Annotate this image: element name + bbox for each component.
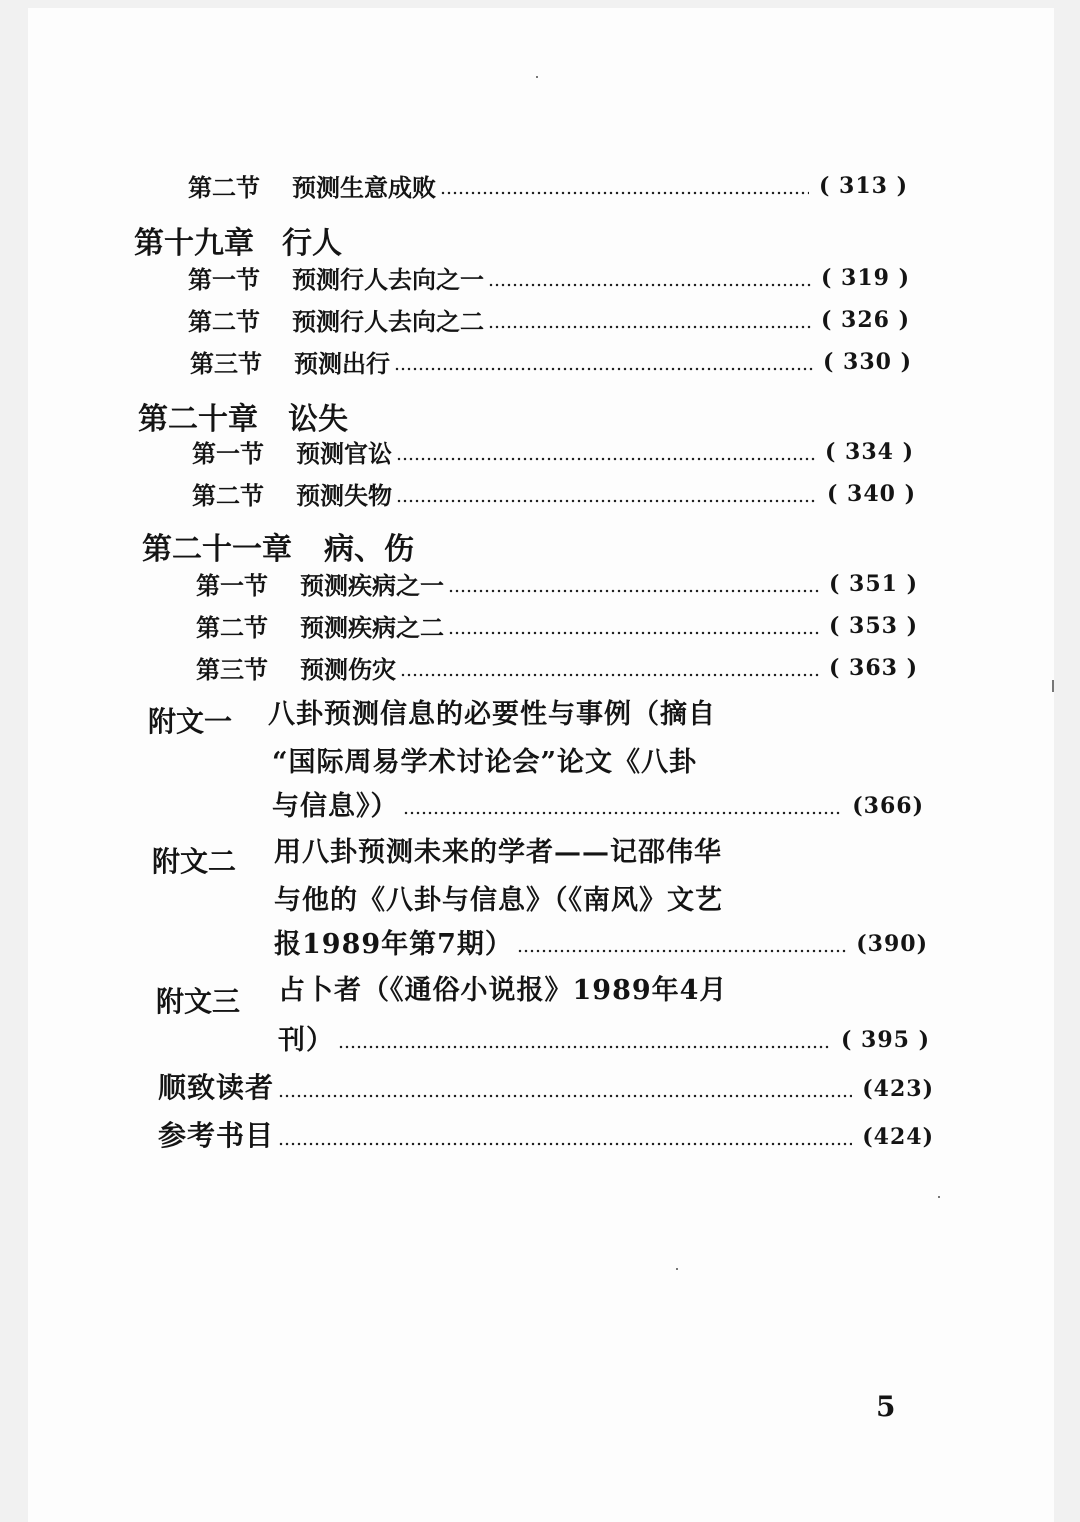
page-ref: ( 330 ): [822, 349, 912, 375]
section-title: 预测生意成败: [292, 173, 436, 202]
page-ref: (423): [862, 1076, 934, 1102]
leader-dots: [338, 1045, 831, 1049]
appendix-title-line: 占卜者（《通俗小说报》1989年4月: [278, 975, 728, 1006]
chapter-number: 第二十一章: [142, 532, 292, 567]
leader-dots: [400, 673, 819, 677]
leader-dots: [517, 949, 846, 953]
section-title: 预测官讼: [296, 439, 392, 468]
chapter-heading: [138, 394, 348, 438]
chapter-title: 讼失: [288, 402, 348, 437]
toc-entry: [196, 650, 918, 685]
toc-entry: [188, 302, 910, 337]
leader-dots: [488, 283, 811, 287]
section-number: 第二节: [192, 481, 264, 510]
section-number: 第三节: [190, 349, 262, 378]
section-number: 第一节: [192, 439, 264, 468]
back-matter-title: 顺致读者: [158, 1071, 275, 1104]
scan-speck: [536, 76, 538, 78]
leader-dots: [278, 1094, 852, 1098]
appendix-title-line: “国际周易学术讨论会”论文《八卦: [272, 747, 698, 778]
toc-entry: [188, 260, 910, 295]
toc-entry: [274, 922, 928, 961]
toc-entry: [158, 1114, 934, 1154]
section-title: 预测疾病之一: [300, 571, 444, 600]
page-ref: (366): [852, 793, 924, 819]
page-ref: ( 351 ): [828, 571, 918, 597]
section-title: 预测疾病之二: [300, 613, 444, 642]
toc-entry: [278, 1018, 930, 1057]
section-title: 预测行人去向之二: [292, 307, 484, 336]
appendix-title-line: 刊）: [278, 1025, 334, 1056]
chapter-number: 第二十章: [138, 402, 258, 437]
section-title: 预测失物: [296, 481, 392, 510]
section-number: 第一节: [188, 265, 260, 294]
appendix-label: 附文三: [156, 985, 241, 1018]
scan-speck: [938, 1196, 940, 1198]
section-title: 预测行人去向之一: [292, 265, 484, 294]
toc-entry: [192, 434, 914, 469]
page-ref: (424): [862, 1124, 934, 1150]
leader-dots: [448, 589, 819, 593]
section-title: 预测伤灾: [300, 655, 396, 684]
page-ref: ( 313 ): [818, 173, 908, 199]
leader-dots: [396, 457, 815, 461]
section-number: 第一节: [196, 571, 268, 600]
leader-dots: [440, 191, 809, 195]
page-ref: (390): [856, 931, 928, 957]
back-matter-title: 参考书目: [158, 1119, 275, 1152]
section-number: 第二节: [188, 173, 260, 202]
chapter-title: 病、伤: [324, 532, 414, 567]
section-number: 第二节: [188, 307, 260, 336]
section-number: 第三节: [196, 655, 268, 684]
appendix-label: 附文二: [152, 845, 237, 878]
toc-entry: [190, 344, 912, 379]
page-ref: ( 319 ): [820, 265, 910, 291]
page-ref: ( 363 ): [828, 655, 918, 681]
leader-dots: [488, 325, 811, 329]
appendix-title-line: 与他的《八卦与信息》（《南风》文艺: [274, 885, 723, 916]
page-ref: ( 353 ): [828, 613, 918, 639]
appendix-title-line: 与信息》）: [272, 791, 399, 822]
leader-dots: [448, 631, 819, 635]
toc-entry: [192, 476, 916, 511]
page-ref: ( 334 ): [824, 439, 914, 465]
toc-entry: [272, 784, 924, 823]
section-number: 第二节: [196, 613, 268, 642]
leader-dots: [403, 811, 843, 815]
toc-entry: [196, 566, 918, 601]
toc-entry: [196, 608, 918, 643]
leader-dots: [278, 1142, 852, 1146]
page-ref: ( 326 ): [820, 307, 910, 333]
page-number: 5: [876, 1390, 896, 1423]
leader-dots: [394, 367, 813, 371]
chapter-heading: [134, 218, 342, 262]
page-ref: ( 340 ): [826, 481, 916, 507]
scan-speck: [676, 1268, 678, 1270]
toc-entry: [188, 168, 908, 203]
scan-speck: [1052, 680, 1054, 692]
chapter-number: 第十九章: [134, 226, 254, 261]
appendix-title-line: 用八卦预测未来的学者——记邵伟华: [274, 837, 722, 868]
chapter-title: 行人: [282, 226, 342, 261]
appendix-label: 附文一: [148, 705, 233, 738]
appendix-title-line: 八卦预测信息的必要性与事例（摘自: [268, 699, 716, 730]
page-ref: ( 395 ): [840, 1027, 930, 1053]
section-title: 预测出行: [294, 349, 390, 378]
chapter-heading: [142, 524, 414, 568]
appendix-title-line: 报1989年第7期）: [274, 929, 513, 960]
toc-entry: [158, 1066, 934, 1106]
leader-dots: [396, 499, 817, 503]
